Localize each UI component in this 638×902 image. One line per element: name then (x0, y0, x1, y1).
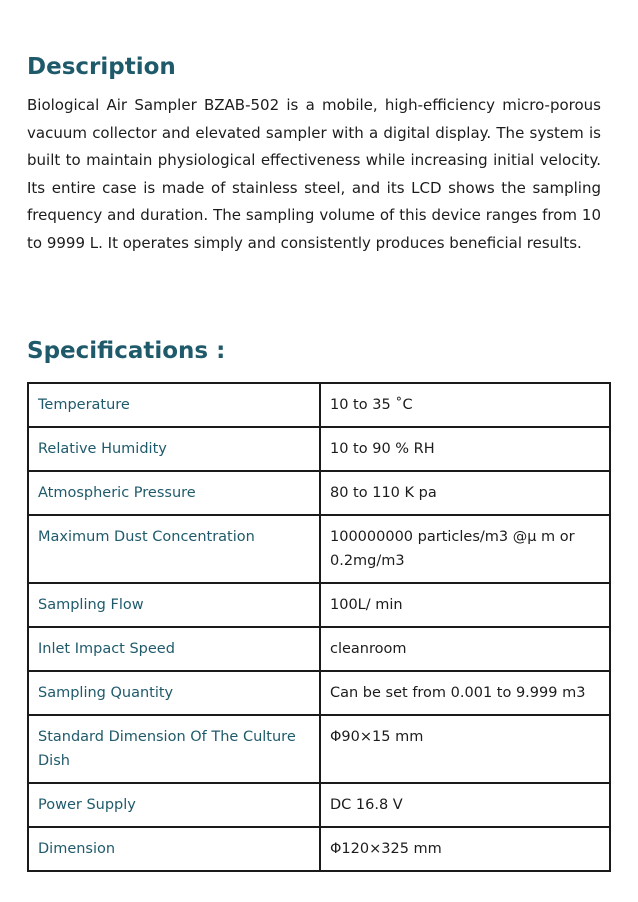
spec-label: Sampling Quantity (28, 671, 320, 715)
spec-label: Temperature (28, 383, 320, 427)
description-heading: Description (27, 54, 176, 80)
specifications-table (27, 382, 611, 872)
spec-row-dimension (28, 827, 610, 871)
spec-label: Atmospheric Pressure (28, 471, 320, 515)
specifications-heading: Specifications : (27, 338, 226, 364)
spec-label: Inlet Impact Speed (28, 627, 320, 671)
spec-label: Standard Dimension Of The Culture Dish (28, 715, 320, 783)
spec-label: Maximum Dust Concentration (28, 515, 320, 583)
spec-label: Power Supply (28, 783, 320, 827)
spec-row-temperature (28, 383, 610, 427)
spec-value: 100L/ min (320, 583, 610, 627)
spec-value: Φ90×15 mm (320, 715, 610, 783)
spec-value: DC 16.8 V (320, 783, 610, 827)
spec-label: Dimension (28, 827, 320, 871)
spec-row-max-dust-concentration (28, 515, 610, 583)
spec-value: 10 to 35 ˚C (320, 383, 610, 427)
spec-row-power-supply (28, 783, 610, 827)
spec-row-atmospheric-pressure (28, 471, 610, 515)
spec-row-relative-humidity (28, 427, 610, 471)
spec-value: Can be set from 0.001 to 9.999 m3 (320, 671, 610, 715)
spec-value: 80 to 110 K pa (320, 471, 610, 515)
spec-value: 10 to 90 % RH (320, 427, 610, 471)
spec-label: Sampling Flow (28, 583, 320, 627)
spec-value: cleanroom (320, 627, 610, 671)
spec-row-culture-dish-dimension (28, 715, 610, 783)
spec-row-sampling-flow (28, 583, 610, 627)
spec-row-sampling-quantity (28, 671, 610, 715)
spec-value: Φ120×325 mm (320, 827, 610, 871)
spec-label: Relative Humidity (28, 427, 320, 471)
spec-row-inlet-impact-speed (28, 627, 610, 671)
description-text: Biological Air Sampler BZAB-502 is a mobile, high-efficiency micro-porous vacuum collector and elevated sampler with a digital display. The system is built to maintain physiological effectiveness while increasing initial velocity. Its entire case is made of stainless steel, and its LCD shows the sampling frequency and duration. The sampling volume of this device ranges from 10 to 9999 L. It operates simply and consistently produces beneficial results. (27, 96, 601, 252)
spec-value: 100000000 particles/m3 @μ m or 0.2mg/m3 (320, 515, 610, 583)
